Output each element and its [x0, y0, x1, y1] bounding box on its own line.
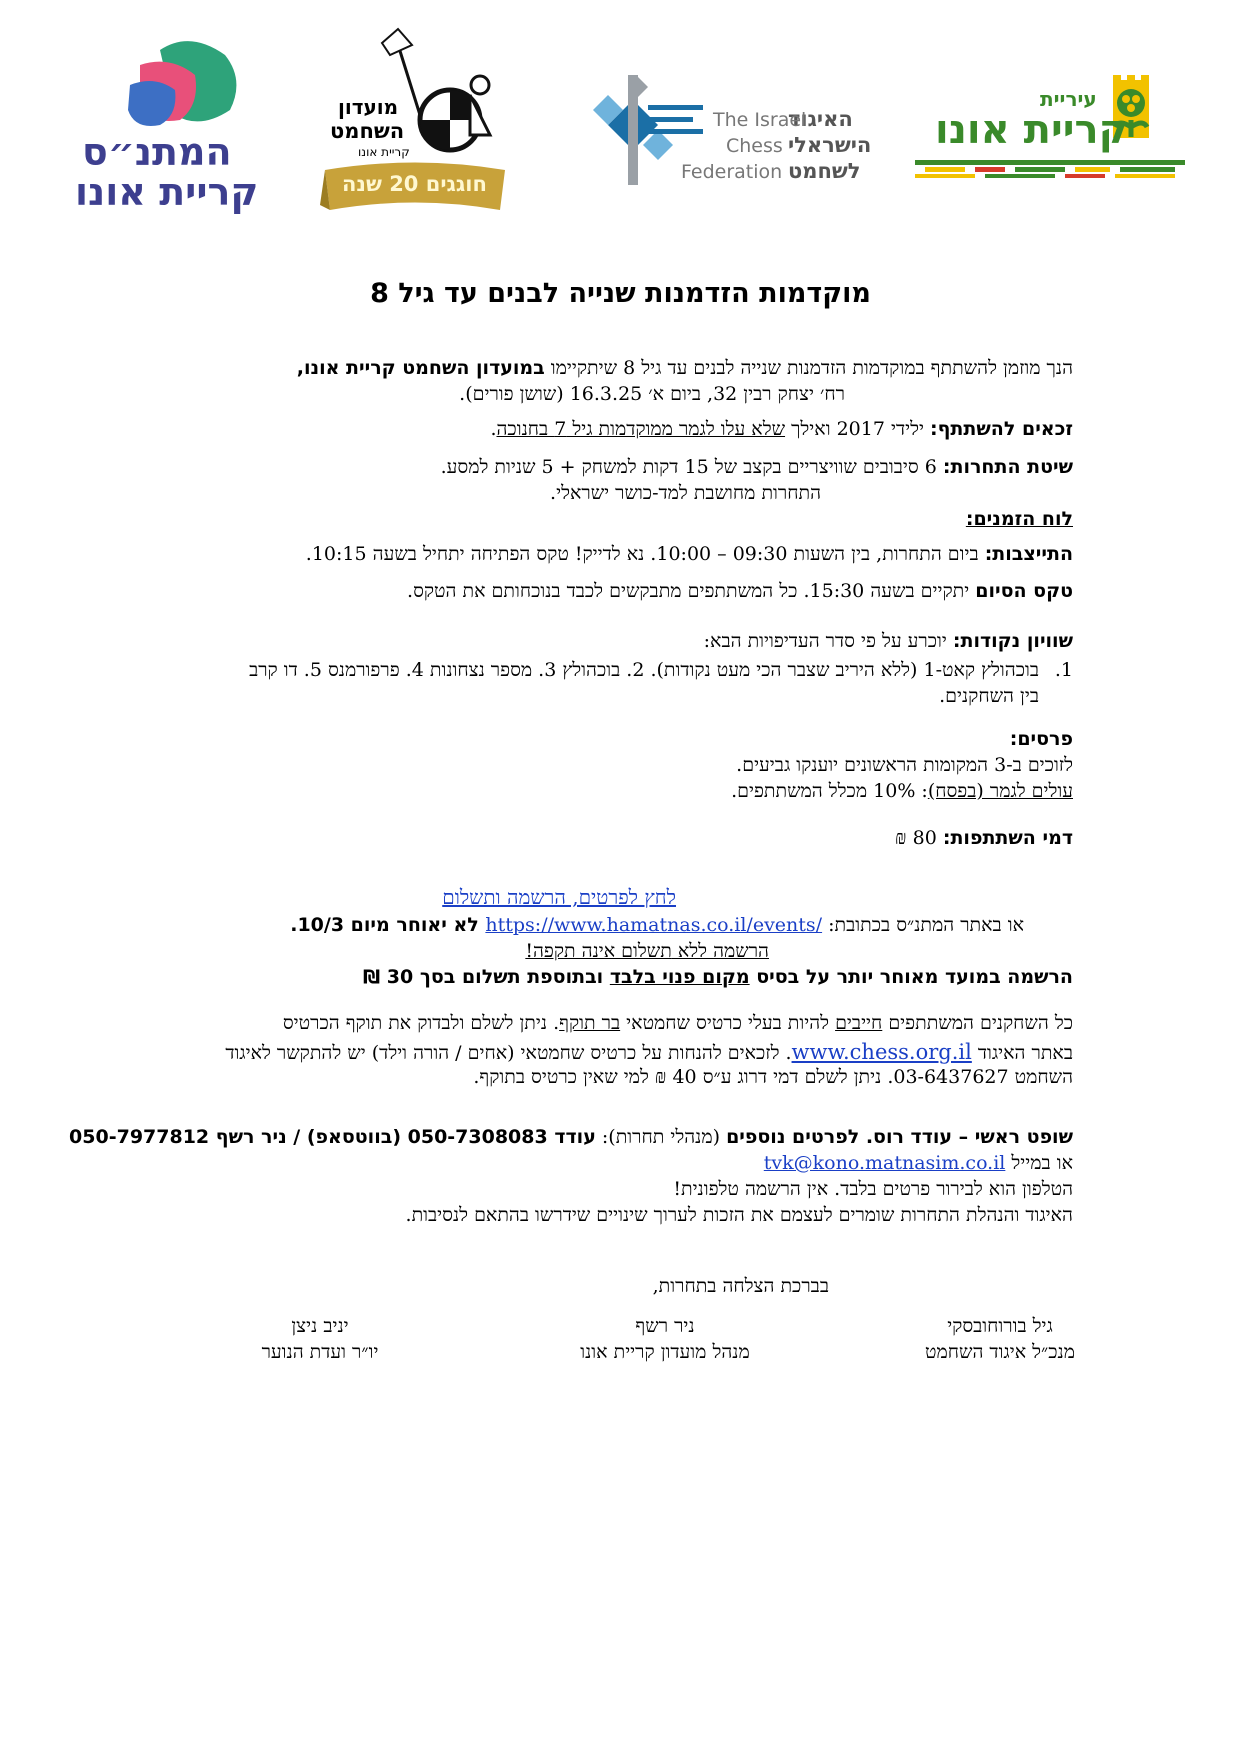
prizes-finalists-text: : 10% מכלל המשתתפים.	[731, 780, 928, 802]
card-line-1	[283, 1012, 1073, 1035]
card-text-c: להיות בעלי כרטיס שחמטאי	[620, 1012, 836, 1034]
chess-club-line2: השחמט	[330, 119, 405, 143]
card-text-e: . ניתן לשלם ולבדוק את תוקף הכרטיס	[282, 1012, 560, 1034]
tiebreak-item-line-2: בין השחקנים.	[939, 685, 1039, 707]
contact-line-3: הטלפון הוא לבירור פרטים בלבד. אין הרשמה טלפונית!	[673, 1178, 1073, 1200]
intro-text: הנך מוזמן להשתתף במוקדמות הזדמנות שנייה לבנים עד גיל 8 שיתקיימו	[544, 357, 1073, 379]
chess-club-line3: קריית אונו	[358, 145, 410, 159]
kiryat-ono-top-word: עיריית	[1040, 87, 1097, 111]
format-text: 6 סיבובים שוויצריים בקצב של 15 דקות למשחק + 5 שניות למסע.	[440, 456, 943, 478]
signature-youth-chair	[210, 1313, 430, 1365]
signature-name: ניר רשף	[635, 1315, 695, 1337]
schedule-heading: לוח הזמנים:	[965, 508, 1073, 530]
signature-name: יניב ניצן	[291, 1315, 349, 1337]
registration-payment-note	[525, 940, 769, 963]
registration-line-2	[290, 914, 1024, 937]
chess-federation-logo	[588, 65, 878, 195]
closing-ceremony	[407, 580, 1073, 603]
signature-role: יו״ר ועדת הנוער	[261, 1341, 379, 1363]
contact-line-2	[764, 1152, 1073, 1175]
federation-he-line3: לשחמט	[788, 159, 861, 183]
format-line-2: התחרות מחושבת למד-כושר ישראלי.	[550, 482, 821, 504]
fee	[895, 827, 1073, 850]
signature-name: גיל בורוחובסקי	[947, 1315, 1053, 1337]
chess-club-line1: מועדון	[338, 95, 399, 119]
card-valid: בר תוקף	[559, 1012, 621, 1034]
contact-referee: שופט ראשי – עודד רוס. לפרטים נוספים	[726, 1126, 1073, 1148]
closing-text: יתקיים בשעה 15:30. כל המשתתפים מתבקשים לכבד בנוכחותם את הטקס.	[407, 580, 976, 602]
card-line-3: השחמט 03-6437627. ניתן לשלם דמי דרוג ע״ס 40 ₪ למי שאין כרטיס בתוקף.	[473, 1066, 1073, 1088]
chess-club-ribbon: חוגגים 20 שנה	[342, 172, 487, 196]
fee-label: דמי השתתפות:	[942, 827, 1073, 849]
signature-role: מנהל מועדון קריית אונו	[580, 1341, 750, 1363]
prizes-finalists: עולים לגמר (בפסח)	[927, 780, 1073, 802]
checkin-text: ביום התחרות, בין השעות 09:30 – 10:00. נא לדייק! טקס הפתיחה יתחיל בשעה 10:15.	[305, 543, 985, 565]
intro-line-2: רח׳ יצחק רבין 32, ביום א׳ 16.3.25 (שושן פורים).	[459, 383, 845, 405]
format-label: שיטת התחרות:	[942, 456, 1073, 478]
eligibility-condition: שלא עלו לגמר ממוקדמות גיל 7 בחנוכה	[496, 418, 786, 440]
registration-link[interactable]: לחץ לפרטים, הרשמה ותשלום	[442, 885, 676, 909]
federation-he-line1: האיגוד	[788, 107, 853, 131]
card-line-2	[225, 1040, 1073, 1065]
prizes-line-1: לזוכים ב-3 המקומות הראשונים יוענקו גביעים.	[736, 754, 1073, 776]
checkin	[306, 543, 1073, 566]
intro-line-1	[297, 357, 1073, 380]
late-registration-c: ובתוספת תשלום בסך 30 ₪	[363, 966, 610, 988]
late-registration-a: הרשמה במועד מאוחר יותר על בסיס	[749, 966, 1073, 988]
signature-club-manager	[530, 1313, 800, 1365]
registration-url-link[interactable]: https://www.hamatnas.co.il/events/	[485, 914, 823, 936]
prizes-line-2	[731, 780, 1073, 803]
contact-line-4: האיגוד והנהלת התחרות שומרים לעצמם את הזכות לערוך שינויים שידרשו בהתאם לנסיבות.	[405, 1204, 1073, 1226]
late-registration	[363, 966, 1073, 988]
contact-line-1	[69, 1126, 1073, 1149]
closing-wish: בברכת הצלחה בתחרות,	[652, 1275, 829, 1297]
closing-label: טקס הסיום	[975, 580, 1073, 602]
signature-ceo	[880, 1313, 1120, 1365]
fee-value: 80 ₪	[895, 827, 943, 849]
signature-role: מנכ״ל איגוד השחמט	[925, 1341, 1075, 1363]
federation-en-line1: The Israel	[713, 109, 807, 131]
tiebreak-text: יוכרע על פי סדר העדיפויות הבא:	[703, 630, 953, 652]
eligibility-label: זכאים להשתתף:	[930, 418, 1073, 440]
federation-he-line2: הישראלי	[788, 133, 872, 157]
intro-comma: ,	[296, 357, 304, 379]
eligibility	[490, 418, 1073, 441]
card-site-text: באתר האיגוד	[971, 1042, 1073, 1064]
federation-en-line3: Federation	[681, 161, 783, 183]
registration-payment-b: תשלום אינה תקפה!	[525, 940, 672, 962]
federation-site-link[interactable]: www.chess.org.il	[791, 1040, 972, 1064]
card-discount-text: . לזכאים להנחות על כרטיס שחמטאי (אחים / הורה וילד) יש להתקשר לאיגוד	[225, 1042, 792, 1064]
intro-venue: במועדון השחמט קריית אונו	[303, 357, 545, 379]
tiebreak-item-line-1: בוכהולץ קאט-1 (ללא היריב שצבר הכי מעט נקודות). 2. בוכהולץ 3. מספר נצחונות 4. פרפורמנס 5. דו קרב	[249, 659, 1039, 681]
late-registration-b: מקום פנוי בלבד	[609, 966, 750, 988]
matnas-logo	[70, 35, 260, 215]
kiryat-ono-logo	[905, 75, 1195, 185]
matnas-shapes-icon	[70, 35, 260, 145]
contact-managers: (מנהלי תחרות):	[595, 1126, 727, 1148]
kiryat-ono-name: קריית אונו	[935, 107, 1129, 153]
federation-en-line2: Chess	[726, 135, 783, 157]
registration-site-text: או באתר המתנ״ס בכתובת:	[822, 914, 1024, 936]
contact-email-link[interactable]: tvk@kono.matnasim.co.il	[763, 1152, 1006, 1174]
checkin-label: התייצבות:	[984, 543, 1073, 565]
tiebreak-label: שוויון נקודות:	[952, 630, 1073, 652]
matnas-line2: קריית אונו	[75, 170, 259, 214]
matnas-line1: המתנ״ס	[82, 130, 232, 174]
contact-phones: עודד 050-7308083 (בווטסאפ) / ניר רשף 050-7977812	[69, 1126, 596, 1148]
registration-payment-a: הרשמה ללא	[671, 940, 769, 962]
page-title: מוקדמות הזדמנות שנייה לבנים עד גיל 8	[370, 278, 871, 309]
contact-email-text: או במייל	[1005, 1152, 1073, 1174]
tiebreak-item-number: 1.	[1054, 659, 1073, 681]
eligibility-text: ילידי 2017 ואילך	[785, 418, 931, 440]
card-required: חייבים	[835, 1012, 883, 1034]
format	[441, 456, 1073, 479]
card-text-a: כל השחקנים המשתתפים	[882, 1012, 1073, 1034]
tiebreak	[704, 630, 1073, 653]
chess-club-logo	[320, 15, 510, 215]
registration-deadline: לא יאוחר מיום 10/3.	[290, 914, 486, 936]
prizes-label: פרסים:	[1009, 728, 1073, 750]
eligibility-period: .	[490, 418, 497, 440]
